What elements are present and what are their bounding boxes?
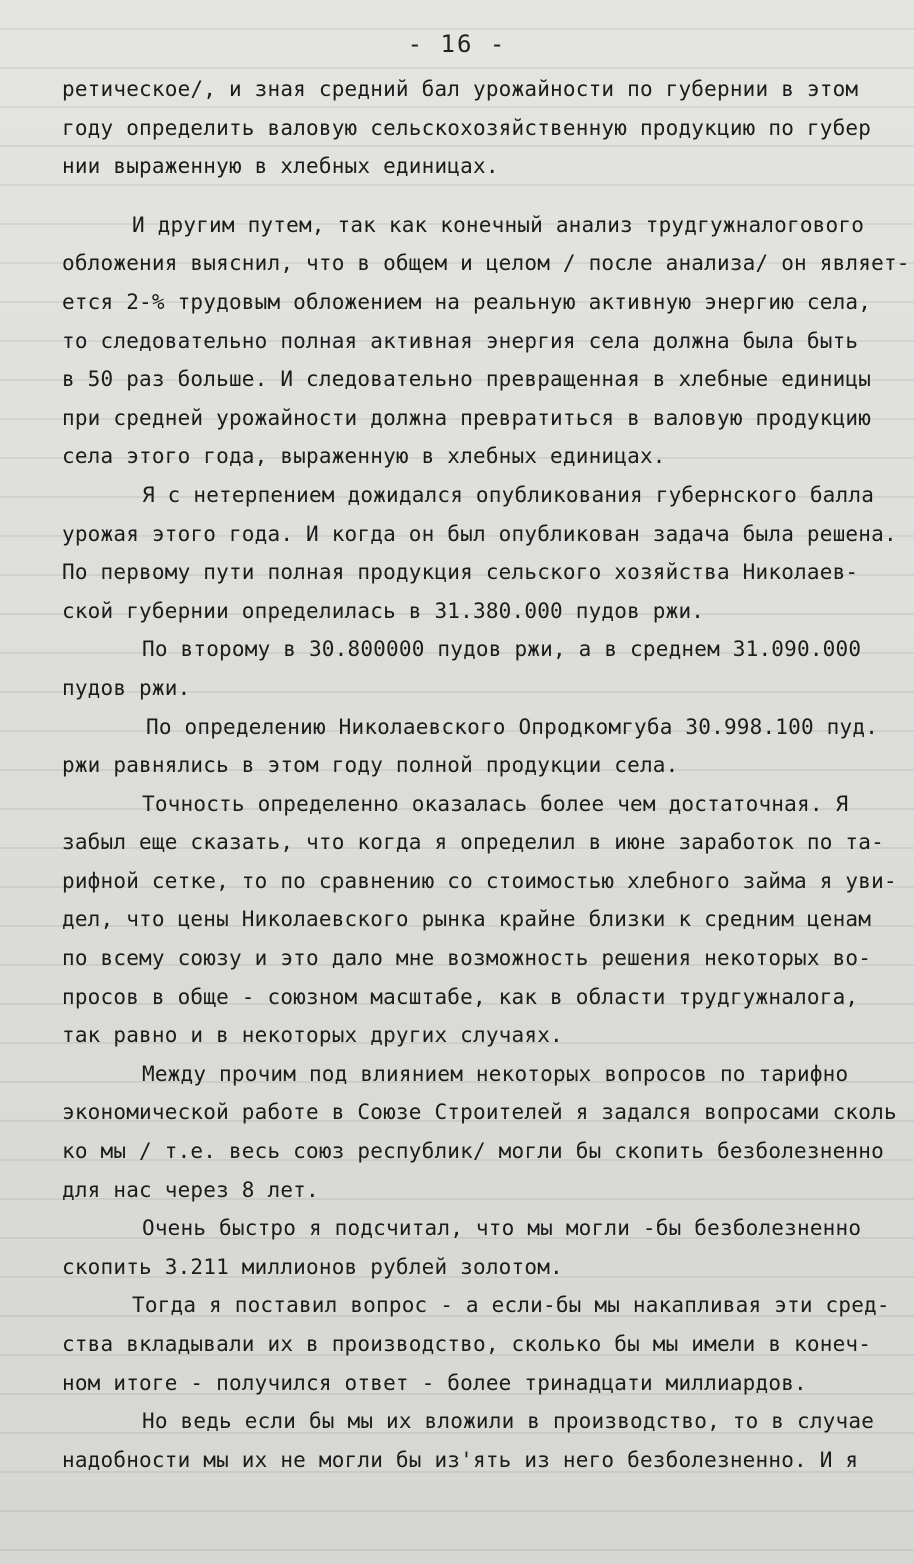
text-line: так равно и в некоторых других случаях. xyxy=(62,1023,563,1048)
text-line: при средней урожайности должна превратиться в валовую продукцию xyxy=(62,405,872,430)
text-line: для нас через 8 лет. xyxy=(62,1177,319,1202)
paragraph-gap xyxy=(62,186,910,206)
typewritten-text xyxy=(62,70,910,1479)
text-line: забыл еще сказать, что когда я определил в июне заработок по та- xyxy=(62,830,884,855)
text-line: Между прочим под влиянием некоторых вопросов по тарифно xyxy=(142,1061,849,1086)
text-line: урожая этого года. И когда он был опубликован задача была решена. xyxy=(62,521,897,546)
text-line: ном итоге - получился ответ - более тринадцати миллиардов. xyxy=(62,1370,807,1395)
text-line: пудов ржи. xyxy=(62,675,191,700)
text-line: экономической работе в Союзе Строителей я задался вопросами сколь xyxy=(62,1100,897,1125)
text-line: По определению Николаевского Опродкомгуба 30.998.100 пуд. xyxy=(146,714,879,739)
text-line: И другим путем, так как конечный анализ трудгужналогового xyxy=(132,212,865,237)
text-line: нии выраженную в хлебных единицах. xyxy=(62,154,499,179)
text-line: дел, что цены Николаевского рынка крайне близки к средним ценам xyxy=(62,907,872,932)
text-line: ется 2-% трудовым обложением на реальную активную энергию села, xyxy=(62,289,872,314)
text-line: году определить валовую сельскохозяйственную продукцию по губер xyxy=(62,115,872,140)
text-line: Точность определенно оказалась более чем достаточная. Я xyxy=(142,791,849,816)
text-line: ской губернии определилась в 31.380.000 пудов ржи. xyxy=(62,598,705,623)
text-line: рифной сетке, то по сравнению со стоимостью хлебного займа я уви- xyxy=(62,868,897,893)
text-line: ства вкладывали их в производство, сколько бы мы имели в конеч- xyxy=(62,1332,872,1356)
text-line: в 50 раз больше. И следовательно превращенная в хлебные единицы xyxy=(62,367,872,392)
text-line: обложения выяснил, что в общем и целом / после анализа/ он являет- xyxy=(62,251,910,276)
text-line: Тогда я поставил вопрос - а если-бы мы накапливая эти сред- xyxy=(132,1293,890,1318)
text-line: Но ведь если бы мы их вложили в производство, то в случае xyxy=(142,1409,875,1434)
text-line: надобности мы их не могли бы из'ять из него безболезненно. И я xyxy=(62,1447,859,1472)
page-number: - 16 - xyxy=(407,30,507,58)
text-line: Я с нетерпением дожидался опубликования губернского балла xyxy=(142,482,875,507)
text-line: по всему союзу и это дало мне возможность решения некоторых во- xyxy=(62,946,872,971)
text-line: ретическое/, и зная средний бал урожайности по губернии в этом xyxy=(62,77,859,101)
text-line: села этого года, выраженную в хлебных единицах. xyxy=(62,444,666,469)
text-line: скопить 3.211 миллионов рублей золотом. xyxy=(62,1254,563,1279)
text-line: ко мы / т.е. весь союз республик/ могли бы скопить безболезненно xyxy=(62,1139,884,1164)
text-line: По второму в 30.800000 пудов ржи, а в среднем 31.090.000 xyxy=(142,637,862,662)
text-line: По первому пути полная продукция сельского хозяйства Николаев- xyxy=(62,560,859,585)
text-line: то следовательно полная активная энергия села должна была быть xyxy=(62,328,859,353)
text-line: просов в обще - союзном масштабе, как в области трудгужналога, xyxy=(62,984,859,1009)
text-line: Очень быстро я подсчитал, что мы могли -бы безболезненно xyxy=(142,1216,862,1241)
text-line: ржи равнялись в этом году полной продукции села. xyxy=(62,753,679,778)
